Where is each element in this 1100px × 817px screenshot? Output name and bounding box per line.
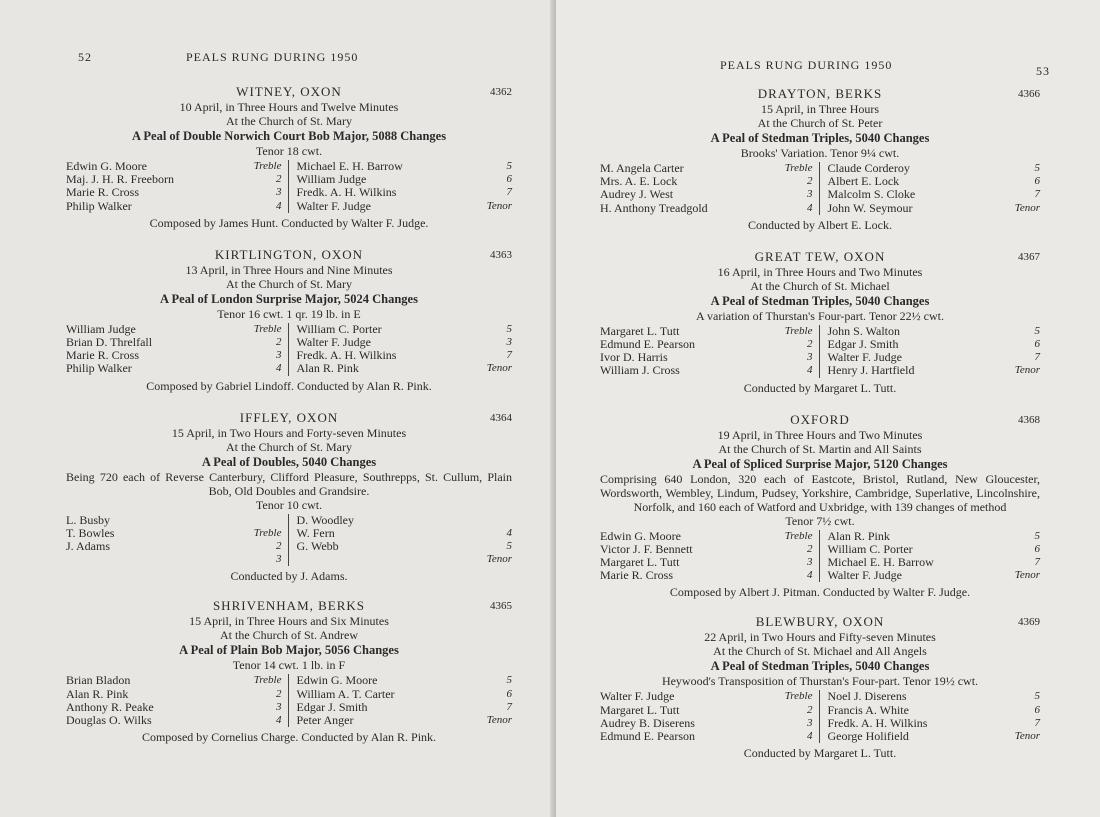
ringers-left-column	[600, 162, 820, 215]
bell-number: 7	[506, 186, 512, 199]
peal-number: 4362	[490, 86, 512, 98]
ringer-name: Edwin G. Moore	[600, 528, 681, 543]
running-title: PEALS RUNG DURING 1950	[186, 50, 359, 64]
bell-number: 7	[1034, 556, 1040, 569]
peal-tenor: Tenor 10 cwt.	[255, 497, 323, 512]
bell-number: 6	[1034, 703, 1040, 716]
right-page	[556, 0, 1100, 817]
bell-number: 2	[807, 703, 813, 716]
bell-number: 6	[1034, 338, 1040, 351]
ringers-right-column	[289, 160, 513, 213]
ringer-name: Marie R. Cross	[66, 185, 139, 200]
peal-credit: Composed by Cornelius Charge. Conducted by Alan R. Pink.	[141, 730, 437, 745]
bell-number: Tenor	[486, 362, 512, 375]
bell-number: Treble	[784, 690, 813, 703]
ringer-name: Marie R. Cross	[66, 348, 139, 363]
peal-church: At the Church of St. Mary	[226, 439, 352, 454]
ringer-name: Henry J. Hartfield	[827, 363, 915, 378]
ringer-row	[66, 714, 282, 727]
ringers-table	[66, 674, 512, 727]
ringer-name: Michael E. H. Barrow	[296, 159, 403, 173]
ringer-name: George Holifield	[827, 729, 909, 744]
ringers-table	[600, 162, 1040, 215]
ringer-name: Noel J. Diserens	[827, 689, 907, 704]
bell-number: 4	[506, 526, 512, 539]
peal-church: At the Church of St. Mary	[226, 276, 352, 291]
ringer-name: Peter Anger	[296, 713, 354, 728]
page-number: 52	[78, 50, 92, 64]
peal-tenor: A variation of Thurstan's Four-part. Tenor 22½ cwt.	[696, 308, 944, 323]
peal-tenor: Tenor 7½ cwt.	[785, 513, 855, 528]
ringers-right-column	[820, 325, 1041, 378]
peal-church: At the Church of St. Michael and All Angels	[713, 644, 927, 659]
peal-credit: Composed by James Hunt. Conducted by Walter F. Judge.	[149, 215, 429, 230]
ringer-name: Albert E. Lock	[827, 174, 900, 189]
ringer-row	[600, 690, 813, 703]
ringers-right-column	[820, 530, 1041, 583]
peal-place: DRAYTON, BERKS	[757, 86, 883, 101]
ringer-name: T. Bowles	[66, 525, 115, 540]
peal-date-line: 15 April, in Two Hours and Forty-seven Minutes	[171, 425, 407, 440]
bell-number: Tenor	[1014, 730, 1040, 743]
peal-method: A Peal of Stedman Triples, 5040 Changes	[710, 131, 930, 145]
ringer-name: Marie R. Cross	[600, 568, 673, 583]
left-peal-list	[66, 84, 512, 745]
bell-number: Tenor	[1014, 364, 1040, 377]
running-title: PEALS RUNG DURING 1950	[720, 58, 893, 72]
ringer-name: Audrey J. West	[600, 187, 674, 202]
ringer-row	[66, 540, 282, 553]
bell-number: 3	[807, 351, 813, 364]
ringers-table	[66, 323, 512, 376]
ringers-right-column	[289, 674, 513, 727]
peal-method: A Peal of Double Norwich Court Bob Major, 5088 Changes	[131, 129, 447, 143]
ringer-name: William Judge	[66, 321, 136, 336]
bell-number: 4	[276, 362, 282, 375]
ringer-name: Margaret L. Tutt	[600, 555, 680, 570]
bell-number: Treble	[784, 324, 813, 337]
ringer-name: Philip Walker	[66, 198, 132, 213]
ringer-name: Francis A. White	[827, 702, 909, 717]
ringer-name: Walter F. Judge	[827, 568, 902, 583]
ringers-right-column	[820, 162, 1041, 215]
ringer-row	[297, 674, 513, 687]
ringer-name: Brian Bladon	[66, 673, 131, 688]
peal-number: 4363	[490, 248, 512, 261]
peal-tenor: Tenor 14 cwt. 1 lb. in F	[232, 658, 346, 673]
ringers-left-column	[600, 530, 820, 583]
ringer-name: Alan R. Pink	[827, 528, 890, 543]
ringer-name: Brian D. Threlfall	[66, 335, 153, 350]
bell-number: 2	[807, 175, 813, 188]
bell-number: 5	[506, 160, 512, 172]
bell-number: Tenor	[1014, 569, 1040, 582]
peal-number: 4367	[1018, 250, 1040, 263]
peal-credit: Conducted by J. Adams.	[230, 569, 348, 584]
ringer-name: Claude Corderoy	[827, 161, 910, 175]
peal-place: IFFLEY, OXON	[239, 409, 339, 425]
peal-record	[66, 410, 512, 585]
peal-church: At the Church of St. Mary	[226, 114, 352, 128]
ringers-table	[600, 690, 1040, 743]
bell-number: 3	[276, 700, 282, 713]
bell-number	[482, 514, 512, 527]
ringer-row	[297, 186, 513, 199]
peal-date-line: 15 April, in Three Hours and Six Minutes	[189, 614, 389, 629]
ringers-right-column	[820, 690, 1041, 743]
bell-number: 4	[276, 199, 282, 212]
ringer-row	[66, 362, 282, 375]
peal-place: OXFORD	[790, 411, 850, 427]
ringers-table	[600, 325, 1040, 378]
ringer-row	[297, 540, 513, 553]
peal-number: 4365	[490, 600, 512, 613]
bell-number: 4	[276, 714, 282, 727]
ringer-name: John W. Seymour	[827, 200, 913, 215]
bell-number: Treble	[253, 526, 282, 539]
ringer-name: Fredk. A. H. Wilkins	[296, 348, 397, 363]
bell-number: 7	[1034, 351, 1040, 364]
bell-number	[252, 514, 282, 527]
ringer-row	[600, 202, 813, 215]
ringer-name: Mrs. A. E. Lock	[600, 174, 678, 189]
bell-number: 2	[807, 542, 813, 555]
peal-tenor: Brooks' Variation. Tenor 9¼ cwt.	[740, 146, 900, 160]
ringer-row	[828, 730, 1041, 743]
peal-church: At the Church of St. Andrew	[220, 628, 358, 643]
peal-method: A Peal of Stedman Triples, 5040 Changes	[710, 293, 930, 308]
ringer-name: Walter F. Judge	[600, 689, 675, 704]
ringer-name: William C. Porter	[296, 321, 382, 336]
ringer-row	[828, 530, 1041, 543]
bell-number: Tenor	[486, 714, 512, 727]
ringers-left-column	[66, 674, 289, 727]
bell-number: 5	[506, 540, 512, 553]
bell-number: 4	[807, 730, 813, 743]
ringer-name: William Judge	[296, 172, 367, 187]
ringer-row	[600, 730, 813, 743]
peal-date-line: 22 April, in Two Hours and Fifty-seven Minutes	[704, 630, 936, 645]
ringer-name: Fredk. A. H. Wilkins	[296, 185, 397, 200]
ringer-name: Walter F. Judge	[827, 350, 902, 365]
ringer-name: Edgar J. Smith	[827, 337, 899, 352]
peal-date-line: 10 April, in Three Hours and Twelve Minutes	[179, 100, 399, 114]
ringers-right-column	[289, 514, 513, 567]
peal-number: 4366	[1018, 88, 1040, 100]
ringer-name: Alan R. Pink	[296, 361, 359, 376]
ringer-name: Alan R. Pink	[66, 686, 129, 701]
ringer-name: W. Fern	[296, 525, 335, 540]
ringer-row	[297, 688, 513, 701]
ringers-left-column	[66, 323, 289, 376]
ringer-name: William A. T. Carter	[296, 686, 395, 701]
bell-number: 4	[807, 364, 813, 377]
ringers-left-column	[600, 690, 820, 743]
ringer-name: Margaret L. Tutt	[600, 323, 680, 338]
bell-number: Tenor	[486, 553, 512, 566]
bell-number: 2	[276, 687, 282, 700]
bell-number: Treble	[784, 162, 813, 174]
ringers-table	[600, 530, 1040, 583]
ringer-row	[828, 569, 1041, 582]
page-number: 53	[1036, 64, 1050, 78]
peal-method: A Peal of Plain Bob Major, 5056 Changes	[179, 643, 399, 658]
ringer-row	[828, 690, 1041, 703]
ringer-row	[600, 364, 813, 377]
ringer-name: Edmund E. Pearson	[600, 337, 695, 352]
peal-tenor: Heywood's Transposition of Thurstan's Four-part. Tenor 19½ cwt.	[661, 674, 979, 689]
ringers-left-column	[600, 325, 820, 378]
bell-number: 6	[506, 687, 512, 700]
bell-number: Treble	[253, 160, 282, 172]
ringers-table	[66, 160, 512, 213]
ringer-row	[66, 674, 282, 687]
bell-number: 7	[1034, 716, 1040, 729]
ringer-row	[297, 514, 513, 527]
peal-church: At the Church of St. Martin and All Saints	[718, 441, 922, 456]
ringer-name: Edgar J. Smith	[296, 699, 368, 714]
bell-number: 2	[276, 173, 282, 186]
peal-date-line: 13 April, in Three Hours and Nine Minutes	[185, 262, 393, 277]
peal-place: WITNEY, OXON	[236, 84, 342, 99]
peal-date-line: 19 April, in Three Hours and Two Minutes	[717, 427, 923, 442]
bell-number: 3	[506, 336, 512, 349]
ringer-name: H. Anthony Treadgold	[600, 200, 708, 215]
peal-method: A Peal of Spliced Surprise Major, 5120 Changes	[692, 456, 948, 471]
peal-record	[600, 249, 1040, 396]
bell-number: 6	[1034, 542, 1040, 555]
peal-credit: Composed by Albert J. Pitman. Conducted by Walter F. Judge.	[669, 585, 971, 600]
bell-number: Tenor	[1014, 201, 1040, 214]
peal-place: SHRIVENHAM, BERKS	[212, 598, 366, 614]
bell-number: Treble	[253, 674, 282, 687]
ringers-left-column	[66, 160, 289, 213]
bell-number: 7	[1034, 188, 1040, 201]
bell-number: 5	[1034, 162, 1040, 174]
peal-date-line: 16 April, in Three Hours and Two Minutes	[717, 264, 923, 279]
ringer-name: Edwin G. Moore	[296, 673, 378, 688]
ringer-row	[66, 553, 282, 566]
bell-number: 3	[276, 186, 282, 199]
bell-number: 5	[506, 674, 512, 687]
bell-number: 4	[807, 569, 813, 582]
ringers-right-column	[289, 323, 513, 376]
ringer-name: D. Woodley	[296, 512, 354, 527]
peal-method: A Peal of Stedman Triples, 5040 Changes	[710, 659, 930, 674]
ringer-row	[297, 200, 513, 213]
peal-church: At the Church of St. Michael	[750, 278, 890, 293]
peal-place: GREAT TEW, OXON	[754, 248, 886, 264]
ringer-name: Malcolm S. Cloke	[827, 187, 916, 202]
bell-number: Treble	[784, 529, 813, 542]
bell-number: 6	[1034, 175, 1040, 188]
bell-number: 3	[807, 188, 813, 201]
ringer-name: Anthony R. Peake	[66, 699, 154, 714]
ringer-name: William C. Porter	[827, 541, 913, 556]
peal-credit: Conducted by Margaret L. Tutt.	[743, 380, 897, 395]
bell-number: 7	[506, 700, 512, 713]
bell-number: 2	[276, 336, 282, 349]
ringer-name: Philip Walker	[66, 361, 132, 376]
bell-number: 3	[276, 349, 282, 362]
peal-record	[600, 614, 1040, 761]
peal-church: At the Church of St. Peter	[757, 116, 883, 130]
peal-record	[600, 86, 1040, 233]
left-running-head	[66, 50, 512, 70]
peal-record	[66, 598, 512, 745]
ringer-row	[828, 202, 1041, 215]
peal-record	[66, 247, 512, 394]
ringer-name: Edmund E. Pearson	[600, 729, 695, 744]
bell-number: 2	[276, 540, 282, 553]
ringers-left-column	[66, 514, 289, 567]
bell-number: 4	[807, 201, 813, 214]
ringer-name: Walter F. Judge	[296, 198, 371, 213]
peal-note: Comprising 640 London, 320 each of Eastcote, Bristol, Rutland, New Gloucester, Wordsworth, Wembley, Lindum, Pudsey, Yorkshire, Cambridge, Superlative, Lincolnshire, Norfolk, and 160 each of Watford and Uxbridge, with 139 changes of method	[600, 471, 1040, 514]
ringer-row	[600, 704, 813, 717]
bell-number: 7	[506, 349, 512, 362]
bell-number: 5	[1034, 324, 1040, 337]
ringer-name: M. Angela Carter	[600, 161, 684, 175]
ringer-name: Walter F. Judge	[296, 335, 371, 350]
ringer-name: Fredk. A. H. Wilkins	[827, 715, 928, 730]
peal-place: KIRTLINGTON, OXON	[214, 246, 364, 262]
ringer-row	[66, 514, 282, 527]
right-peal-list	[600, 86, 1040, 761]
ringer-name: Margaret L. Tutt	[600, 702, 680, 717]
ringer-row	[66, 200, 282, 213]
peal-credit: Conducted by Margaret L. Tutt.	[743, 746, 897, 761]
bell-number: 3	[807, 716, 813, 729]
ringer-row	[600, 569, 813, 582]
peal-number: 4368	[1018, 413, 1040, 426]
ringer-name: Douglas O. Wilks	[66, 713, 152, 728]
peal-note: Being 720 each of Reverse Canterbury, Clifford Pleasure, Southrepps, St. Cullum, Plain Bob, Old Doubles and Grandsire.	[66, 469, 512, 498]
ringer-row	[297, 553, 513, 566]
bell-number: 3	[276, 553, 282, 566]
peal-number: 4364	[490, 411, 512, 424]
peal-date-line: 15 April, in Three Hours	[760, 102, 880, 116]
peal-credit: Composed by Gabriel Lindoff. Conducted by Alan R. Pink.	[146, 378, 432, 393]
ringer-row	[828, 188, 1041, 201]
ringer-name: William J. Cross	[600, 363, 680, 378]
peal-credit: Conducted by Albert E. Lock.	[748, 217, 892, 232]
bell-number: 6	[506, 173, 512, 186]
ringer-name: John S. Walton	[827, 323, 900, 338]
ringer-name: L. Busby	[66, 512, 111, 527]
ringer-name: J. Adams	[66, 539, 111, 554]
peal-method: A Peal of Doubles, 5040 Changes	[201, 454, 377, 469]
ringer-row	[600, 530, 813, 543]
peal-record	[600, 412, 1040, 601]
bell-number: 3	[807, 556, 813, 569]
bell-number: Tenor	[486, 199, 512, 212]
ringer-name: Victor J. F. Bennett	[600, 541, 693, 556]
ringer-row	[66, 186, 282, 199]
ringer-name: G. Webb	[296, 539, 339, 554]
peal-method: A Peal of London Surprise Major, 5024 Changes	[160, 291, 418, 306]
right-running-head	[600, 58, 1050, 78]
peal-place: BLEWBURY, OXON	[755, 614, 885, 630]
ringer-row	[600, 188, 813, 201]
peal-tenor: Tenor 18 cwt.	[255, 144, 323, 158]
peal-tenor: Tenor 16 cwt. 1 qr. 19 lb. in E	[217, 306, 361, 321]
ringer-name: Michael E. H. Barrow	[827, 555, 934, 570]
ringer-row	[297, 362, 513, 375]
ringer-name: Edwin G. Moore	[66, 159, 147, 173]
bell-number: 2	[807, 338, 813, 351]
bell-number: 5	[1034, 690, 1040, 703]
ringer-name: Maj. J. H. R. Freeborn	[66, 172, 174, 187]
bell-number: 5	[506, 322, 512, 335]
peal-record	[66, 84, 512, 231]
ringer-row	[66, 688, 282, 701]
ringers-table	[66, 514, 512, 567]
peal-number: 4369	[1018, 616, 1040, 629]
ringer-name: Audrey B. Diserens	[600, 715, 695, 730]
bell-number: 5	[1034, 529, 1040, 542]
ringer-name: Ivor D. Harris	[600, 350, 668, 365]
ringer-row	[297, 714, 513, 727]
ringer-row	[828, 364, 1041, 377]
ringer-row	[828, 704, 1041, 717]
bell-number: Treble	[253, 322, 282, 335]
